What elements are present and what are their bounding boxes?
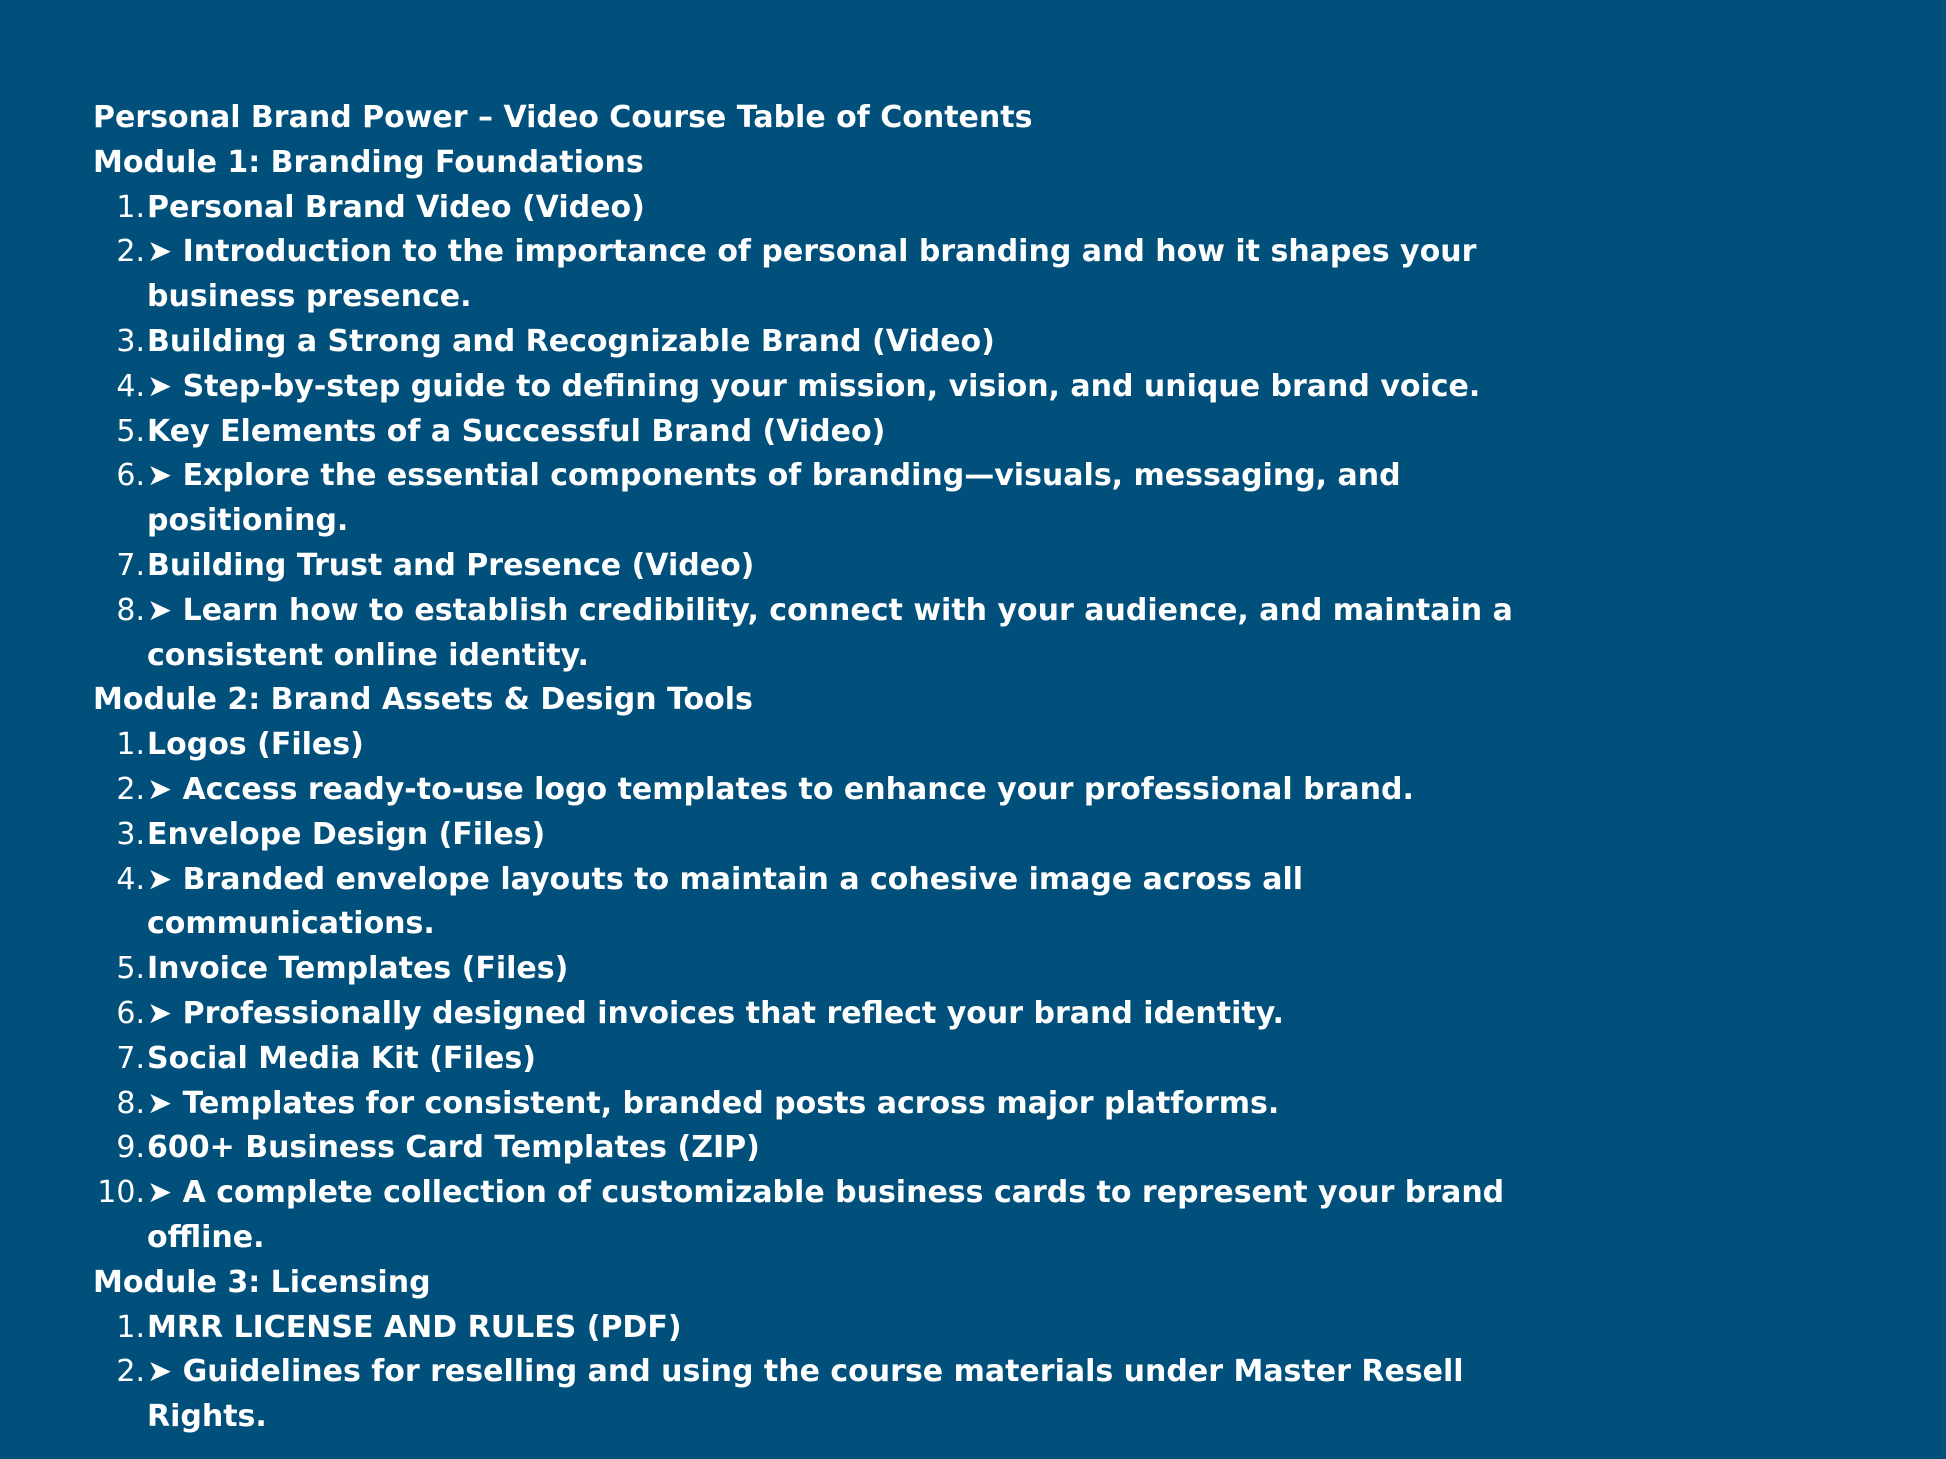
list-item xyxy=(93,723,1547,768)
document-title: Personal Brand Power – Video Course Table of Contents xyxy=(93,100,1033,135)
item-text: Logos (Files) xyxy=(147,727,364,763)
item-text: ➤ A complete collection of customizable business cards to represent your brand offline. xyxy=(147,1175,1505,1255)
item-text: ➤ Learn how to establish credibility, connect with your audience, and maintain a consistent online identity. xyxy=(147,592,1513,673)
list-item xyxy=(93,454,1547,544)
item-number: 4. xyxy=(116,368,145,404)
module-heading: Module 1: Branding Foundations xyxy=(93,144,644,180)
list-item xyxy=(93,1082,1547,1127)
list-item xyxy=(93,813,1547,858)
list-item xyxy=(93,1037,1547,1082)
list-item xyxy=(93,1126,1547,1171)
list-item xyxy=(93,1350,1547,1440)
item-text: ➤ Guidelines for reselling and using the course materials under Master Resell Rights. xyxy=(147,1354,1464,1435)
item-number: 1. xyxy=(116,189,145,225)
item-text: ➤ Access ready-to-use logo templates to enhance your professional brand. xyxy=(147,771,1414,807)
module-item-list xyxy=(93,723,1653,1261)
item-number: 4. xyxy=(116,861,145,897)
item-text: ➤ Professionally designed invoices that reflect your brand identity. xyxy=(147,995,1284,1031)
module-item-list xyxy=(93,1306,1653,1440)
item-number: 6. xyxy=(116,995,145,1031)
item-number: 2. xyxy=(116,1354,145,1390)
item-text: ➤ Step-by-step guide to defining your mission, vision, and unique brand voice. xyxy=(147,368,1481,404)
item-text: Building Trust and Presence (Video) xyxy=(147,547,755,583)
item-number: 3. xyxy=(116,816,145,852)
item-text: 600+ Business Card Templates (ZIP) xyxy=(147,1130,760,1166)
list-item xyxy=(93,1306,1547,1351)
list-item xyxy=(93,992,1547,1037)
list-item xyxy=(93,947,1547,992)
item-text: ➤ Explore the essential components of branding—visuals, messaging, and positioning. xyxy=(147,458,1401,539)
item-text: Social Media Kit (Files) xyxy=(147,1040,536,1076)
module-heading: Module 2: Brand Assets & Design Tools xyxy=(93,682,753,718)
item-text: Building a Strong and Recognizable Brand (Video) xyxy=(147,323,995,359)
item-number: 10. xyxy=(97,1175,145,1211)
list-item xyxy=(93,410,1547,455)
list-item xyxy=(93,230,1547,320)
item-number: 5. xyxy=(116,951,145,987)
item-number: 7. xyxy=(116,1040,145,1076)
list-item xyxy=(93,589,1547,679)
list-item xyxy=(93,186,1547,231)
item-number: 8. xyxy=(116,1085,145,1121)
item-text: Envelope Design (Files) xyxy=(147,816,546,852)
document-body xyxy=(93,96,1653,1440)
item-number: 8. xyxy=(116,592,145,628)
item-text: Invoice Templates (Files) xyxy=(147,951,569,987)
list-item xyxy=(93,858,1547,948)
list-item xyxy=(93,365,1547,410)
item-text: Personal Brand Video (Video) xyxy=(147,189,645,225)
item-number: 6. xyxy=(116,458,145,494)
item-text: ➤ Branded envelope layouts to maintain a cohesive image across all communications. xyxy=(147,861,1304,942)
item-text: ➤ Templates for consistent, branded posts across major platforms. xyxy=(147,1085,1280,1121)
module-item-list xyxy=(93,186,1653,679)
item-number: 5. xyxy=(116,413,145,449)
item-number: 2. xyxy=(116,234,145,270)
list-item xyxy=(93,320,1547,365)
item-text: ➤ Introduction to the importance of personal branding and how it shapes your business presence. xyxy=(147,234,1477,315)
item-number: 3. xyxy=(116,323,145,359)
item-number: 9. xyxy=(116,1130,145,1166)
list-item xyxy=(93,544,1547,589)
module-heading: Module 3: Licensing xyxy=(93,1264,431,1300)
list-item xyxy=(93,768,1547,813)
item-text: MRR LICENSE AND RULES (PDF) xyxy=(147,1309,682,1345)
item-number: 2. xyxy=(116,771,145,807)
list-item xyxy=(93,1171,1547,1261)
item-number: 1. xyxy=(116,727,145,763)
item-text: Key Elements of a Successful Brand (Video) xyxy=(147,413,886,449)
item-number: 7. xyxy=(116,547,145,583)
item-number: 1. xyxy=(116,1309,145,1345)
